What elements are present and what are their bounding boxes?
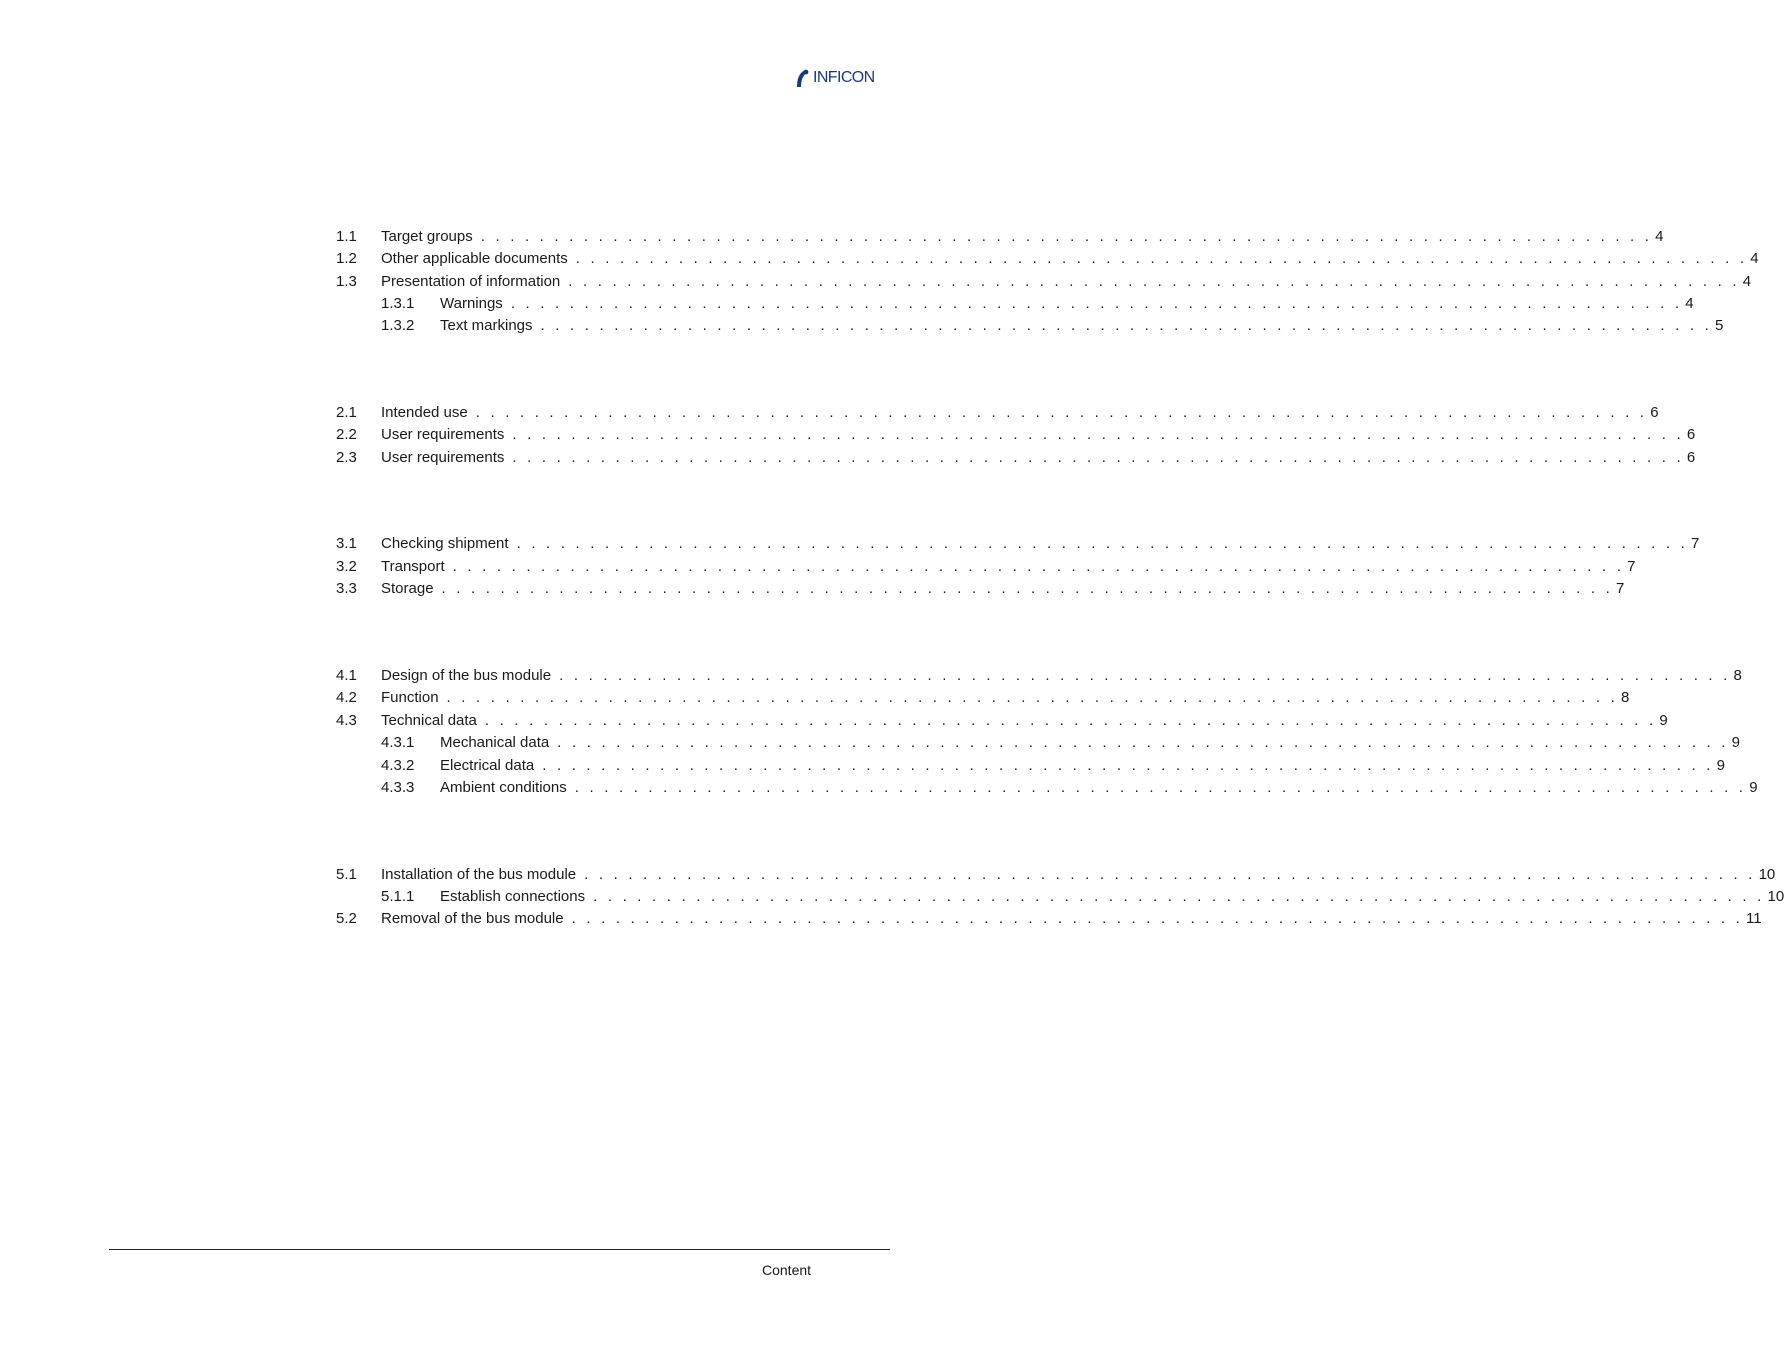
toc-entry-number: 4.1 <box>336 667 357 684</box>
toc-entry[interactable] <box>336 556 1636 578</box>
toc-entry[interactable] <box>336 665 1742 687</box>
toc-entry[interactable] <box>336 864 1776 886</box>
toc-entry[interactable] <box>336 315 1724 337</box>
toc-dot-leader: . . . . . . . . . . . . . . . . . . . . . . . . . . . . . . . . . . . . . . . . . . . . . . . . . . . . . . . . . . . . . . . . . . . . . . . . . . . . . . . . <box>540 317 1712 334</box>
toc-entry-number: 3.2 <box>336 558 357 575</box>
toc-dot-leader: . . . . . . . . . . . . . . . . . . . . . . . . . . . . . . . . . . . . . . . . . . . . . . . . . . . . . . . . . . . . . . . . . . . . . . . . . . . . . . . . <box>593 888 1765 905</box>
toc-entry-title: User requirements <box>381 426 505 443</box>
toc-dot-leader: . . . . . . . . . . . . . . . . . . . . . . . . . . . . . . . . . . . . . . . . . . . . . . . . . . . . . . . . . . . . . . . . . . . . . . . . . . . . . . . . <box>512 426 1684 443</box>
toc-dot-leader: . . . . . . . . . . . . . . . . . . . . . . . . . . . . . . . . . . . . . . . . . . . . . . . . . . . . . . . . . . . . . . . . . . . . . . . . . . . . . . . . <box>584 866 1756 883</box>
toc-entry-title: Design of the bus module <box>381 667 552 684</box>
toc-entry[interactable] <box>336 424 1696 446</box>
toc-entry-page: 10 <box>1767 888 1784 905</box>
inficon-logo-mark-icon <box>794 67 810 89</box>
toc-entry-page: 5 <box>1714 317 1724 334</box>
toc-dot-leader: . . . . . . . . . . . . . . . . . . . . . . . . . . . . . . . . . . . . . . . . . . . . . . . . . . . . . . . . . . . . . . . . . . . . . . . . . . . . . . . . <box>571 910 1744 927</box>
toc-dot-leader: . . . . . . . . . . . . . . . . . . . . . . . . . . . . . . . . . . . . . . . . . . . . . . . . . . . . . . . . . . . . . . . . . . . . . . . . . . . . . . . . <box>542 757 1714 774</box>
toc-entry-page: 9 <box>1731 734 1741 751</box>
toc-entry-page: 6 <box>1686 426 1696 443</box>
toc-entry-number: 5.2 <box>336 910 357 927</box>
toc-entry[interactable] <box>336 886 1784 908</box>
toc-entry-page: 4 <box>1655 228 1664 245</box>
toc-entry-title: Storage <box>381 580 434 597</box>
toc-entry-title: Function <box>381 689 439 706</box>
toc-entry-number: 1.3.1 <box>381 295 415 312</box>
toc-dot-leader: . . . . . . . . . . . . . . . . . . . . . . . . . . . . . . . . . . . . . . . . . . . . . . . . . . . . . . . . . . . . . . . . . . . . . . . . . . . . . . . . <box>575 250 1748 267</box>
toc-entry-number: 5.1 <box>336 866 357 883</box>
toc-entry-page: 8 <box>1620 689 1630 706</box>
toc-entry-number: 1.1 <box>336 228 357 245</box>
toc-entry[interactable] <box>336 777 1758 799</box>
toc-entry-title: Presentation of information <box>381 273 561 290</box>
toc-entry-title: Checking shipment <box>381 535 509 552</box>
toc-entry-number: 2.1 <box>336 404 357 421</box>
toc-dot-leader: . . . . . . . . . . . . . . . . . . . . . . . . . . . . . . . . . . . . . . . . . . . . . . . . . . . . . . . . . . . . . . . . . . . . . . . . . . . . . . . . <box>568 273 1740 290</box>
toc-entry-page: 4 <box>1742 273 1752 290</box>
toc-entry[interactable] <box>336 293 1694 315</box>
toc-entry-page: 9 <box>1749 779 1758 796</box>
toc-entry[interactable] <box>336 908 1762 930</box>
toc-entry-title: Other applicable documents <box>381 250 568 267</box>
toc-entry-number: 5.1.1 <box>381 888 415 905</box>
brand-name: INFICON <box>813 69 875 86</box>
toc-entry[interactable] <box>336 732 1741 754</box>
toc-entry-number: 3.3 <box>336 580 357 597</box>
toc-entry-title: Text markings <box>440 317 533 334</box>
toc-entry-title: Installation of the bus module <box>381 866 577 883</box>
toc-entry-page: 6 <box>1686 449 1696 466</box>
toc-dot-leader: . . . . . . . . . . . . . . . . . . . . . . . . . . . . . . . . . . . . . . . . . . . . . . . . . . . . . . . . . . . . . . . . . . . . . . . . . . . . . . . . <box>452 558 1625 575</box>
toc-entry-page: 9 <box>1659 712 1668 729</box>
toc-dot-leader: . . . . . . . . . . . . . . . . . . . . . . . . . . . . . . . . . . . . . . . . . . . . . . . . . . . . . . . . . . . . . . . . . . . . . . . . . . . . . . . . <box>480 228 1653 245</box>
toc-entry-title: Removal of the bus module <box>381 910 564 927</box>
toc-entry-title: Mechanical data <box>440 734 550 751</box>
toc-entry-number: 2.2 <box>336 426 357 443</box>
toc-entry-title: Target groups <box>381 228 473 245</box>
toc-entry-number: 4.3.2 <box>381 757 415 774</box>
toc-entry[interactable] <box>336 533 1700 555</box>
brand-logo <box>794 66 875 90</box>
toc-entry-page: 8 <box>1733 667 1742 684</box>
toc-entry-page: 10 <box>1758 866 1776 883</box>
toc-entry-title: Intended use <box>381 404 468 421</box>
toc-entry-number: 4.3.3 <box>381 779 415 796</box>
toc-dot-leader: . . . . . . . . . . . . . . . . . . . . . . . . . . . . . . . . . . . . . . . . . . . . . . . . . . . . . . . . . . . . . . . . . . . . . . . . . . . . . . . . <box>441 580 1613 597</box>
toc-dot-leader: . . . . . . . . . . . . . . . . . . . . . . . . . . . . . . . . . . . . . . . . . . . . . . . . . . . . . . . . . . . . . . . . . . . . . . . . . . . . . . . . <box>557 734 1729 751</box>
toc-entry[interactable] <box>336 271 1752 293</box>
toc-entry-page: 7 <box>1615 580 1625 597</box>
toc-entry-number: 2.3 <box>336 449 357 466</box>
toc-dot-leader: . . . . . . . . . . . . . . . . . . . . . . . . . . . . . . . . . . . . . . . . . . . . . . . . . . . . . . . . . . . . . . . . . . . . . . . . . . . . . . . . <box>510 295 1683 312</box>
toc-entry[interactable] <box>336 755 1725 777</box>
toc-entry[interactable] <box>336 402 1659 424</box>
toc-dot-leader: . . . . . . . . . . . . . . . . . . . . . . . . . . . . . . . . . . . . . . . . . . . . . . . . . . . . . . . . . . . . . . . . . . . . . . . . . . . . . . . . <box>446 689 1618 706</box>
toc-entry[interactable] <box>336 447 1696 469</box>
toc-dot-leader: . . . . . . . . . . . . . . . . . . . . . . . . . . . . . . . . . . . . . . . . . . . . . . . . . . . . . . . . . . . . . . . . . . . . . . . . . . . . . . . . <box>475 404 1648 421</box>
toc-entry[interactable] <box>336 710 1668 732</box>
toc-entry-page: 4 <box>1750 250 1759 267</box>
toc-entry-number: 1.3 <box>336 273 357 290</box>
toc-entry[interactable] <box>336 578 1625 600</box>
toc-entry-title: Warnings <box>440 295 503 312</box>
toc-entry-title: Technical data <box>381 712 477 729</box>
toc-entry-page: 7 <box>1691 535 1700 552</box>
toc-entry-title: Establish connections <box>440 888 586 905</box>
footer-divider <box>109 1249 890 1250</box>
toc-entry-page: 9 <box>1716 757 1725 774</box>
toc-entry-number: 1.3.2 <box>381 317 415 334</box>
toc-entry-number: 4.3 <box>336 712 357 729</box>
toc-entry-number: 3.1 <box>336 535 357 552</box>
toc-entry-page: 11 <box>1746 910 1762 927</box>
toc-entry-number: 1.2 <box>336 250 357 267</box>
toc-entry-title: Electrical data <box>440 757 535 774</box>
toc-entry-page: 4 <box>1685 295 1694 312</box>
toc-entry-number: 4.3.1 <box>381 734 415 751</box>
toc-dot-leader: . . . . . . . . . . . . . . . . . . . . . . . . . . . . . . . . . . . . . . . . . . . . . . . . . . . . . . . . . . . . . . . . . . . . . . . . . . . . . . . . <box>516 535 1689 552</box>
toc-entry-number: 4.2 <box>336 689 357 706</box>
toc-dot-leader: . . . . . . . . . . . . . . . . . . . . . . . . . . . . . . . . . . . . . . . . . . . . . . . . . . . . . . . . . . . . . . . . . . . . . . . . . . . . . . . . <box>559 667 1731 684</box>
toc-entry-title: Ambient conditions <box>440 779 567 796</box>
toc-entry[interactable] <box>336 687 1630 709</box>
toc-entry-page: 7 <box>1627 558 1636 575</box>
footer-label: Content <box>762 1262 812 1278</box>
toc-dot-leader: . . . . . . . . . . . . . . . . . . . . . . . . . . . . . . . . . . . . . . . . . . . . . . . . . . . . . . . . . . . . . . . . . . . . . . . . . . . . . . . . <box>512 449 1684 466</box>
toc-entry-title: Transport <box>381 558 445 575</box>
toc-entry[interactable] <box>336 226 1664 248</box>
toc-entry-page: 6 <box>1650 404 1659 421</box>
toc-entry[interactable] <box>336 248 1759 270</box>
toc-dot-leader: . . . . . . . . . . . . . . . . . . . . . . . . . . . . . . . . . . . . . . . . . . . . . . . . . . . . . . . . . . . . . . . . . . . . . . . . . . . . . . . . <box>574 779 1747 796</box>
toc-entry-title: User requirements <box>381 449 505 466</box>
toc-dot-leader: . . . . . . . . . . . . . . . . . . . . . . . . . . . . . . . . . . . . . . . . . . . . . . . . . . . . . . . . . . . . . . . . . . . . . . . . . . . . . . . . <box>484 712 1657 729</box>
